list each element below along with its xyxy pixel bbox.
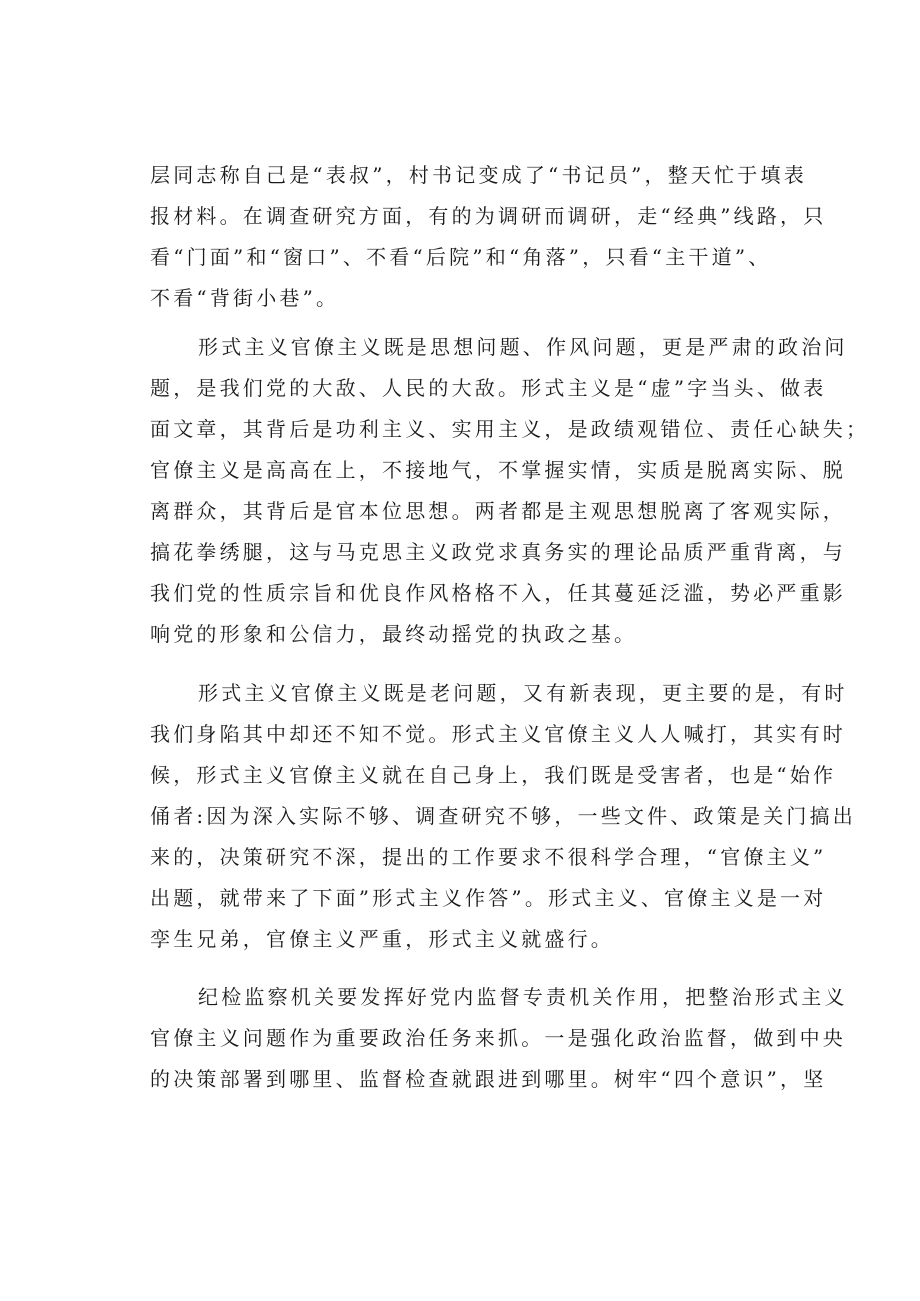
paragraph-line: 我们党的性质宗旨和优良作风格格不入，任其蔓延泛滥，势必严重影 xyxy=(150,581,846,605)
paragraph-line: 报材料。在调查研究方面，有的为调研而调研，走“经典”线路，只 xyxy=(150,204,827,228)
paragraph-line: 俑者:因为深入实际不够、调查研究不够，一些文件、政策是关门搞出 xyxy=(150,804,856,828)
paragraph-line: 官僚主义问题作为重要政治任务来抓。一是强化政治监督，做到中央 xyxy=(150,1026,846,1050)
paragraph-line: 层同志称自己是“表叔”，村书记变成了“书记员”，整天忙于填表 xyxy=(150,163,807,187)
paragraph-line: 孪生兄弟，官僚主义严重，形式主义就盛行。 xyxy=(150,927,614,951)
paragraph-line: 不看“背街小巷”。 xyxy=(150,286,340,310)
paragraph-line: 来的，决策研究不深，提出的工作要求不很科学合理，“官僚主义” xyxy=(150,845,827,869)
paragraph-line: 纪检监察机关要发挥好党内监督专责机关作用，把整治形式主义 xyxy=(198,985,848,1009)
paragraph-line: 面文章，其背后是功利主义、实用主义，是政绩观错位、责任心缺失； xyxy=(150,417,870,441)
paragraph-line: 官僚主义是高高在上，不接地气，不掌握实情，实质是脱离实际、脱 xyxy=(150,458,846,482)
paragraph-line: 我们身陷其中却还不知不觉。形式主义官僚主义人人喊打，其实有时 xyxy=(150,722,846,746)
paragraph-1 xyxy=(150,155,827,319)
paragraph-line: 候，形式主义官僚主义就在自己身上，我们既是受害者，也是“始作 xyxy=(150,763,837,787)
paragraph-line: 出题，就带来了下面”形式主义作答”。形式主义、官僚主义是一对 xyxy=(150,886,827,910)
paragraph-line: 题，是我们党的大敌、人民的大敌。形式主义是“虚”字当头、做表 xyxy=(150,376,827,400)
paragraph-line: 形式主义官僚主义既是思想问题、作风问题，更是严肃的政治问 xyxy=(198,335,848,359)
paragraph-line: 搞花拳绣腿，这与马克思主义政党求真务实的理论品质严重背离，与 xyxy=(150,540,846,564)
paragraph-line: 离群众，其背后是官本位思想。两者都是主观思想脱离了客观实际， xyxy=(150,499,846,523)
paragraph-4 xyxy=(150,977,848,1100)
paragraph-line: 响党的形象和公信力，最终动摇党的执政之基。 xyxy=(150,622,638,646)
paragraph-line: 形式主义官僚主义既是老问题，又有新表现，更主要的是，有时 xyxy=(198,681,848,705)
paragraph-line: 看“门面”和“窗口”、不看“后院”和“角落”，只看“主干道”、 xyxy=(150,245,772,269)
paragraph-3 xyxy=(150,673,856,960)
paragraph-line: 的决策部署到哪里、监督检查就跟进到哪里。树牢“四个意识”，坚 xyxy=(150,1067,827,1091)
paragraph-2 xyxy=(150,327,870,655)
